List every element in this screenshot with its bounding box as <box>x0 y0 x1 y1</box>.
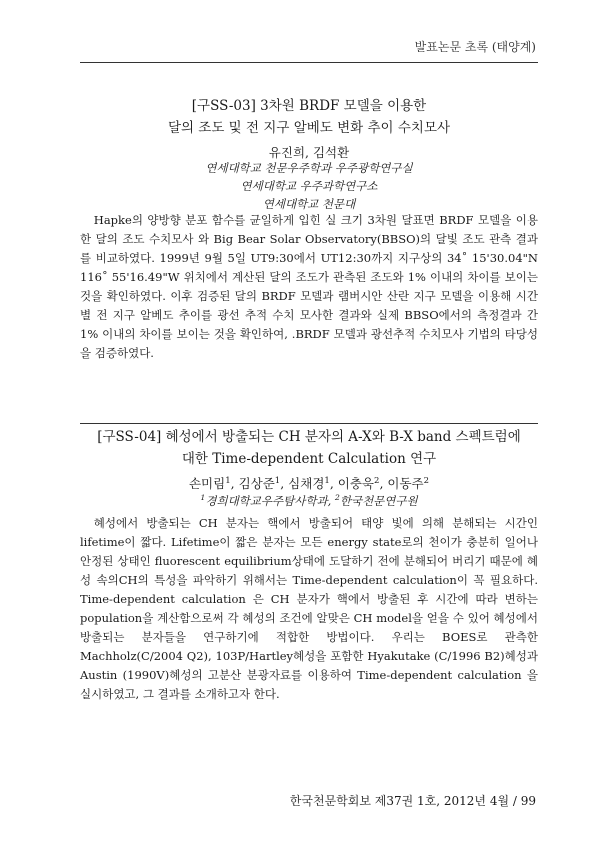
author-name: 김상준 <box>238 476 275 491</box>
paper1-title-line2: 달의 조도 및 전 지구 알베도 변화 추이 수치모사 <box>167 120 451 136</box>
affil-sep: , <box>327 494 335 508</box>
paper2-title-line2: 대한 Time-dependent Calculation 연구 <box>181 451 437 467</box>
author-sep: , <box>280 476 289 491</box>
section-separator <box>80 423 538 424</box>
author-sup: 1 <box>225 475 231 486</box>
paper1-authors: 유진희, 김석환 <box>268 145 350 160</box>
paper1-affil3: 연세대학교 천문대 <box>262 197 356 211</box>
paper2-abstract: 혜성에서 방출되는 CH 분자는 핵에서 방출되어 태양 빛에 의해 분해되는 시간인 lifetime이 짧다. Lifetime이 짧은 분자는 모든 energy state로의 천이가 충분히 일어나 안정된 상태인 fluorescent equilibrium상태에 도달하기 전에 분해되어 버리기 때문에 혜성 속의CH의 특성을 파악하기 위해서는 Time-dependent calculation이 꼭 필요하다. Time-dependent calculation 은 CH 분자가 핵에서 방출된 후 시간에 따라 변하는population을 계산함으로써 각 혜성의 조건에 알맞은 CH model을 얻을 수 있어 혜성에서 방출되는 분자들을 연구하기에 적합한 방법이다. 우리는 BOES로 관측한 Machholz(C/2004 Q2), 103P/Hartley혜성을 포함한 Hyakutake (C/1996 B2)혜성과 Austin (1990V)혜성의 고분산 분광자료를 이용하여 Time-dependent calculation 을 실시하였고, 그 결과를 소개하고자 한다. <box>80 516 538 701</box>
author-name: 이충욱 <box>337 476 375 491</box>
author-sep: , <box>379 476 388 491</box>
author-name: 손미림 <box>188 476 226 491</box>
paper1-title-line1: [구SS-03] 3차원 BRDF 모델을 이용한 <box>191 98 427 114</box>
paper1-affil2: 연세대학교 우주과학연구소 <box>240 179 378 193</box>
author-sep: , <box>329 476 338 491</box>
author-sup: 2 <box>423 475 430 486</box>
paper2-affiliations <box>80 492 538 511</box>
author-sup: 2 <box>374 475 380 486</box>
paper1-abstract: Hapke의 양방향 분포 함수를 균일하게 입힌 실 크기 3차원 달표면 BRDF 모델을 이용한 달의 조도 수치모사 와 Big Bear Solar Observatory(BBSO)의 달빛 조도 관측 결과를 비교하였다. 1999년 9월 5일 UT9:30에서 UT12:30까지 지구상의 34˚ 15'30.04"N 116˚ 55'16.49"W 위치에서 계산된 달의 조도가 관측된 조도와 1% 이내의 차이를 보이는 것을 확인하였다. 이후 검증된 달의 BRDF 모델과 램버시안 산란 지구 모델을 이용해 시간별 전 지구 알베도 추이를 광선 추적 수치 모사한 결과와 실제 BBSO에서의 측정결과 간 1% 이내의 차이를 보이는 것을 확인하여, .BRDF 모델과 광선추적 수치모사 기법의 타당성을 검증하였다. <box>80 213 538 360</box>
paper2-authors <box>80 474 538 494</box>
running-head: 발표논문 초록 (태양계) <box>414 40 536 54</box>
affil-sup: 1 <box>200 493 206 503</box>
page-footer: 한국천문학회보 제37권 1호, 2012년 4월 / 99 <box>289 794 536 808</box>
affil-name: 한국천문연구원 <box>339 494 418 508</box>
paper2-title-line1: [구SS-04] 혜성에서 방출되는 CH 분자의 A-X와 B-X band 스펙트럼에 <box>97 429 521 445</box>
paper1-affil1: 연세대학교 천문우주학과 우주광학연구실 <box>205 161 413 175</box>
author-name: 심채경 <box>288 476 325 491</box>
author-sep: , <box>230 476 239 491</box>
author-sup: 1 <box>324 475 330 486</box>
affil-name: 경희대학교우주탐사학과 <box>205 494 328 508</box>
affil-sup: 2 <box>334 493 340 503</box>
author-sup: 1 <box>274 475 281 486</box>
header-rule <box>80 62 538 63</box>
author-name: 이동주 <box>387 476 424 491</box>
